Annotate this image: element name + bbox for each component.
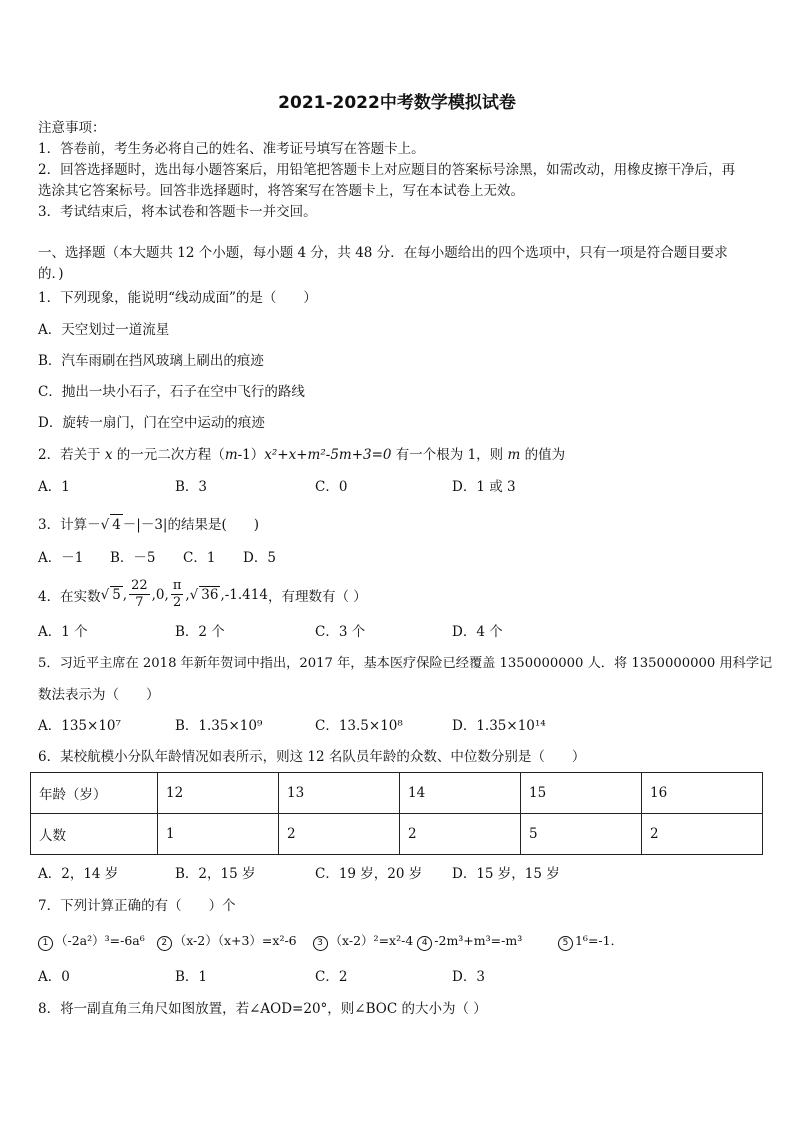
q6-option-a: A．2，14 岁 (38, 866, 119, 882)
q2-stem-mid3: 有一个根为 1，则 (391, 447, 508, 463)
q6-stem: 6．某校航模小分队年龄情况如表所示，则这 12 名队员年龄的众数、中位数分别是（ ） (38, 749, 586, 765)
notice-item-2-cont: 选涂其它答案标号。回答非选择题时，将答案写在答题卡上，写在本试卷上无效。 (38, 183, 524, 199)
q2-var-m2: m (507, 447, 521, 463)
q7-expressions (38, 931, 623, 951)
circled-number: 1 (38, 936, 53, 951)
q3-radicand: 4 (110, 514, 123, 535)
q7-expr-2: （x-2）（x+3）=x²-6 (173, 933, 297, 948)
table-cell: 15 (521, 773, 642, 814)
comma: , (185, 586, 190, 603)
notice-item-1: 1．答卷前，考生务必将自己的姓名、准考证号填写在答题卡上。 (38, 141, 425, 157)
q4-option-b: B．2 个 (175, 624, 225, 640)
q1-option-d: D．旋转一扇门，门在空中运动的痕迹 (38, 415, 265, 431)
notice-heading: 注意事项： (38, 120, 106, 136)
q3-option-b: B．－5 (110, 550, 156, 566)
comma: , (122, 586, 128, 603)
circled-number: 4 (417, 936, 432, 951)
section-heading: 一、选择题（本大题共 12 个小题，每小题 4 分，共 48 分．在每小题给出的四个选项中，只有一项是符合题目要求 (38, 245, 728, 261)
q5-option-a: A．135×10⁷ (38, 718, 121, 734)
table-cell: 2 (279, 814, 400, 855)
q2-stem-post: 的值为 (520, 447, 566, 463)
table-cell: 12 (158, 773, 279, 814)
fraction-22-7 (129, 578, 150, 611)
q7-stem: 7．下列计算正确的有（ ）个 (38, 898, 236, 914)
q7-expr-4: -2m³+m³=-m³ (434, 933, 523, 948)
table-cell: 1 (158, 814, 279, 855)
q3-option-c: C．1 (183, 550, 216, 566)
q4-option-c: C．3 个 (315, 624, 366, 640)
q5-option-d: D．1.35×10¹⁴ (452, 718, 546, 734)
q3-stem (38, 514, 259, 535)
q2-stem-mid1: 的一元二次方程（ (112, 447, 225, 463)
q3-stem-pre: 3．计算－ (38, 517, 101, 533)
q5-option-b: B．1.35×10⁹ (175, 718, 263, 734)
q3-stem-post: －|－3|的结果是( ) (122, 517, 260, 533)
q2-var-x: x (104, 447, 113, 463)
q2-stem (38, 445, 565, 465)
q2-equation: x²+x+m²-5m+3=0 (264, 447, 392, 463)
table-row (31, 814, 763, 855)
q2-option-a: A．1 (38, 479, 70, 495)
sqrt-sign: √ (100, 586, 110, 603)
q7-expr-1: （-2a²）³=-6a⁶ (55, 933, 145, 948)
q7-option-d: D．3 (452, 969, 485, 985)
q4-stem-post: ，有理数有（ ） (267, 588, 367, 605)
q4-stem-pre: 4．在实数 (38, 588, 101, 605)
fraction-numerator: 22 (131, 578, 148, 593)
q7-option-c: C．2 (315, 969, 348, 985)
fraction-denominator: 7 (135, 595, 144, 610)
q2-stem-pre: 2．若关于 (38, 447, 105, 463)
q2-option-d: D．1 或 3 (452, 479, 516, 495)
q2-option-c: C．0 (315, 479, 348, 495)
q4-radicand-1: 5 (112, 587, 121, 603)
q7-option-b: B．1 (175, 969, 208, 985)
sqrt-sign: √ (189, 586, 199, 603)
q6-option-d: D．15 岁，15 岁 (452, 866, 560, 882)
q2-var-m: m (224, 447, 238, 463)
q4-stem (38, 578, 367, 611)
fraction-numerator: π (172, 578, 182, 593)
page-title: 2021-2022中考数学模拟试卷 (278, 93, 516, 113)
circled-number: 5 (558, 936, 573, 951)
notice-item-3: 3．考试结束后，将本试卷和答题卡一并交回。 (38, 204, 317, 220)
table-cell: 人数 (31, 814, 158, 855)
circled-number: 3 (313, 936, 328, 951)
table-cell: 5 (521, 814, 642, 855)
q1-stem: 1．下列现象，能说明“线动成面”的是（ ） (38, 290, 317, 306)
table-cell: 2 (642, 814, 763, 855)
table-row (31, 773, 763, 814)
q6-option-b: B．2，15 岁 (175, 866, 256, 882)
q5-stem-cont: 数法表示为（ ） (38, 687, 160, 703)
notice-item-2: 2．回答选择题时，选出每小题答案后，用铅笔把答题卡上对应题目的答案标号涂黑，如需改动，用橡皮擦干净后，再 (38, 162, 736, 178)
q6-option-c: C．19 岁，20 岁 (315, 866, 423, 882)
q2-option-b: B．3 (175, 479, 208, 495)
q1-option-b: B．汽车雨刷在挡风玻璃上刷出的痕迹 (38, 353, 264, 369)
q7-option-a: A．0 (38, 969, 70, 985)
table-cell: 年龄（岁） (31, 773, 158, 814)
q7-expr-5: 1⁶=-1． (574, 933, 624, 948)
sqrt-sign: √ (100, 517, 110, 533)
table-cell: 16 (642, 773, 763, 814)
fraction-pi-2 (171, 578, 184, 611)
section-heading-cont: 的．) (38, 266, 64, 282)
table-cell: 13 (279, 773, 400, 814)
q7-expr-3: （x-2）²=x²-4 (329, 933, 414, 948)
q4-radicand-2: 36 (201, 587, 219, 603)
table-cell: 2 (400, 814, 521, 855)
table-cell: 14 (400, 773, 521, 814)
fraction-denominator: 2 (172, 595, 182, 610)
circled-number: 2 (157, 936, 172, 951)
q5-stem: 5．习近平主席在 2018 年新年贺词中指出，2017 年，基本医疗保险已经覆盖 1350000000 人．将 1350000000 用科学记 (38, 656, 773, 671)
q4-zero: ,0, (151, 586, 169, 603)
q4-option-a: A．1 个 (38, 624, 88, 640)
q2-stem-mid2: -1） (237, 447, 265, 463)
q4-last-number: ,-1.414 (220, 586, 268, 603)
q4-option-d: D．4 个 (452, 624, 503, 640)
q3-option-d: D．5 (243, 550, 276, 566)
q3-option-a: A．－1 (38, 550, 84, 566)
q1-option-c: C．抛出一块小石子，石子在空中飞行的路线 (38, 384, 305, 400)
q1-option-a: A．天空划过一道流星 (38, 322, 170, 338)
age-table (30, 772, 763, 855)
q5-option-c: C．13.5×10⁸ (315, 718, 403, 734)
q8-stem: 8．将一副直角三角尺如图放置，若∠AOD=20°，则∠BOC 的大小为（ ） (38, 1001, 487, 1017)
